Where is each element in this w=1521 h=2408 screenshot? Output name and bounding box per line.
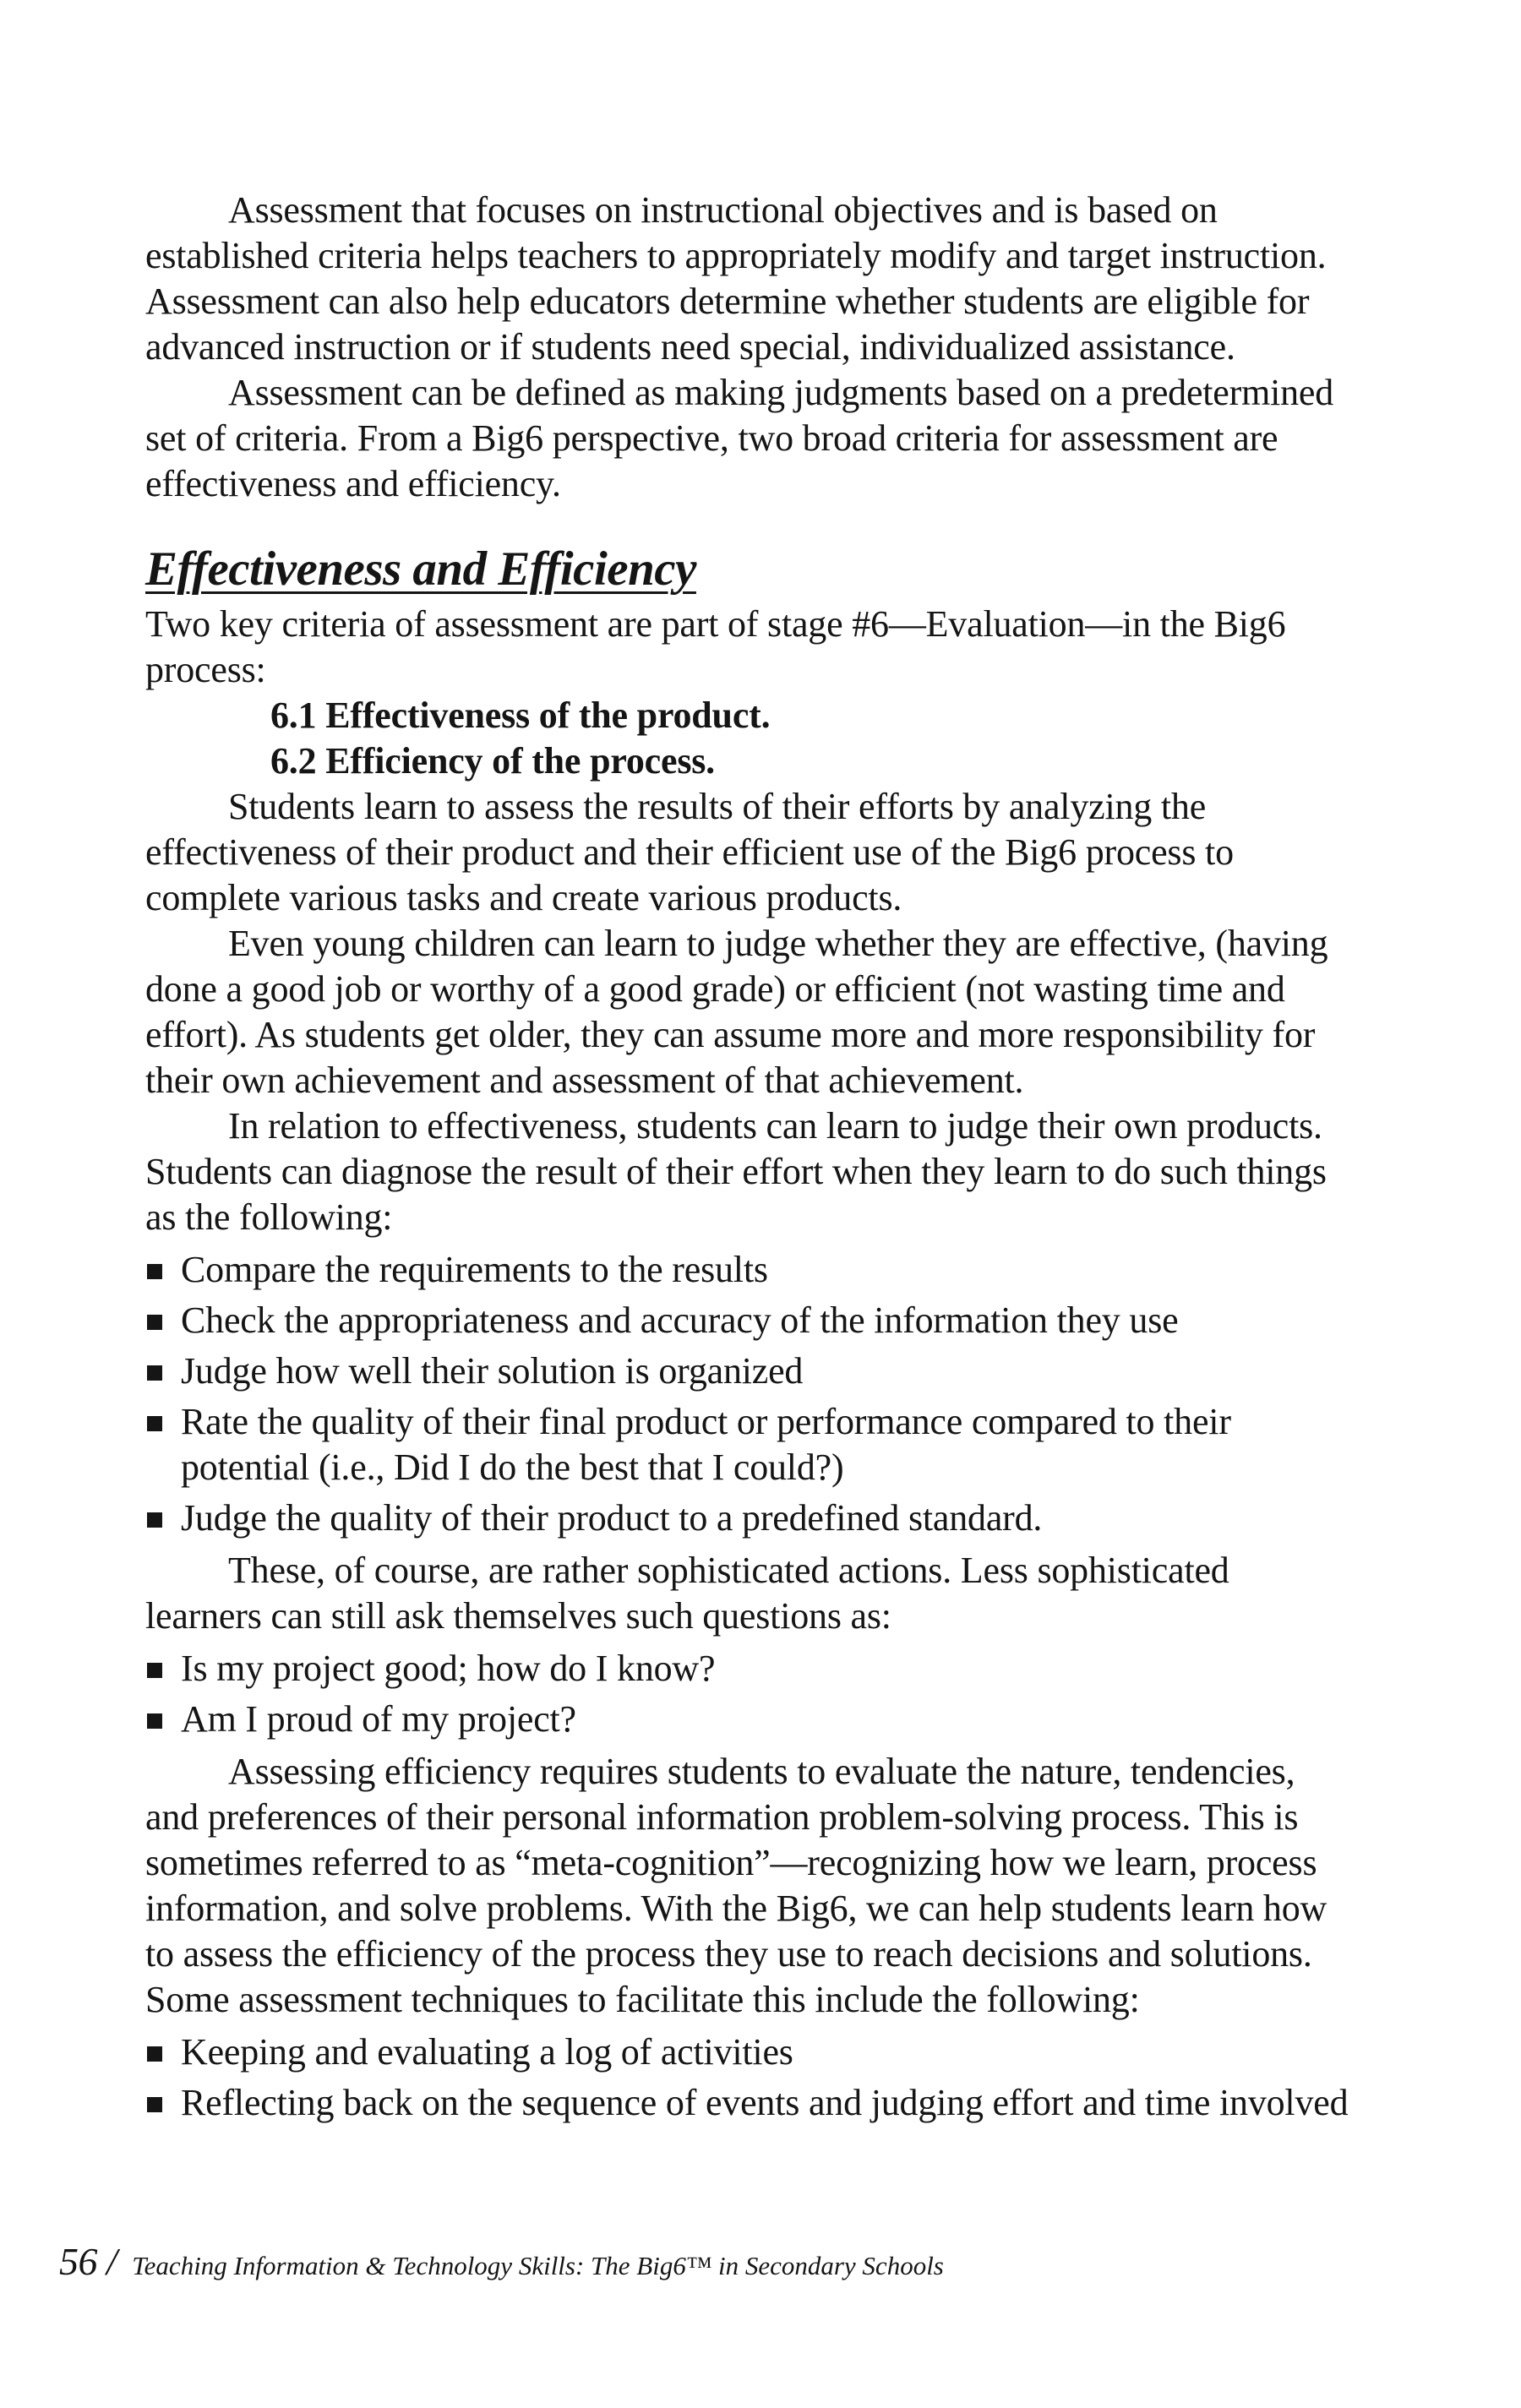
section-paragraph-1: Two key criteria of assessment are part of stage #6—Evaluation—in the Big6 process: xyxy=(145,603,1286,690)
square-bullet-icon xyxy=(147,2046,162,2062)
list-item: Rate the quality of their final product or performance compared to their potential (i.e., Did I do the best that I could?) xyxy=(145,1399,1354,1490)
section-heading: Effectiveness and Efficiency xyxy=(145,542,696,596)
square-bullet-icon xyxy=(147,1315,162,1330)
questions-list xyxy=(145,1646,1354,1742)
list-item: Am I proud of my project? xyxy=(145,1697,1354,1742)
section-paragraph-2: Students learn to assess the results of their efforts by analyzing the effectiveness of their product and their efficient use of the Big6 process to complete various tasks and create various products. xyxy=(145,786,1234,918)
intro-paragraph-2: Assessment can be defined as making judgments based on a predetermined set of criteria. From a Big6 perspective, two broad criteria for assessment are effectiveness and efficiency. xyxy=(145,372,1334,504)
square-bullet-icon xyxy=(147,1416,162,1431)
list-item: Check the appropriateness and accuracy of the information they use xyxy=(145,1298,1354,1343)
section-paragraph-3: Even young children can learn to judge whether they are effective, (having done a good job or worthy of a good grade) or efficient (not wasting time and effort). As students get older, they can assume more and more responsibility for their own achievement and assessment of that achievement. xyxy=(145,923,1328,1101)
list-item: Is my project good; how do I know? xyxy=(145,1646,1354,1692)
list-item: Compare the requirements to the results xyxy=(145,1247,1354,1293)
square-bullet-icon xyxy=(147,1713,162,1729)
footer-book-title: Teaching Information & Technology Skills: The Big6™ in Secondary Schools xyxy=(132,2251,944,2280)
criterion-efficiency: 6.2 Efficiency of the process. xyxy=(270,740,715,782)
criterion-effectiveness: 6.1 Effectiveness of the product. xyxy=(270,695,771,736)
page-body xyxy=(145,188,1354,2133)
effectiveness-list xyxy=(145,1247,1354,1541)
section-paragraph-5: These, of course, are rather sophisticated actions. Less sophisticated learners can still ask themselves such questions as: xyxy=(145,1550,1229,1637)
section-paragraph-4: In relation to effectiveness, students can learn to judge their own products. Students can diagnose the result of their effort when they learn to do such things as the following: xyxy=(145,1105,1327,1238)
page-number: 56 / xyxy=(59,2240,117,2283)
square-bullet-icon xyxy=(147,1365,162,1381)
square-bullet-icon xyxy=(147,2097,162,2112)
efficiency-list xyxy=(145,2029,1354,2126)
square-bullet-icon xyxy=(147,1512,162,1528)
intro-paragraph-1: Assessment that focuses on instructional objectives and is based on established criteria helps teachers to appropriately modify and target instruction. Assessment can also help educators determine whether students are eligible for advanced instruction or if students need special, individualized assistance. xyxy=(145,189,1327,368)
list-item: Judge the quality of their product to a predefined standard. xyxy=(145,1495,1354,1541)
list-item: Judge how well their solution is organized xyxy=(145,1348,1354,1394)
square-bullet-icon xyxy=(147,1663,162,1678)
square-bullet-icon xyxy=(147,1264,162,1279)
page-footer xyxy=(59,2239,944,2284)
list-item: Keeping and evaluating a log of activities xyxy=(145,2029,1354,2075)
list-item: Reflecting back on the sequence of events and judging effort and time involved xyxy=(145,2080,1354,2126)
section-paragraph-6: Assessing efficiency requires students to evaluate the nature, tendencies, and preferences of their personal information problem-solving process. This is sometimes referred to as “meta-cognition”—recognizing how we learn, process information, and solve problems. With the Big6, we can help students learn how to assess the efficiency of the process they use to reach decisions and solutions. Some assessment techniques to facilitate this include the following: xyxy=(145,1751,1327,2020)
